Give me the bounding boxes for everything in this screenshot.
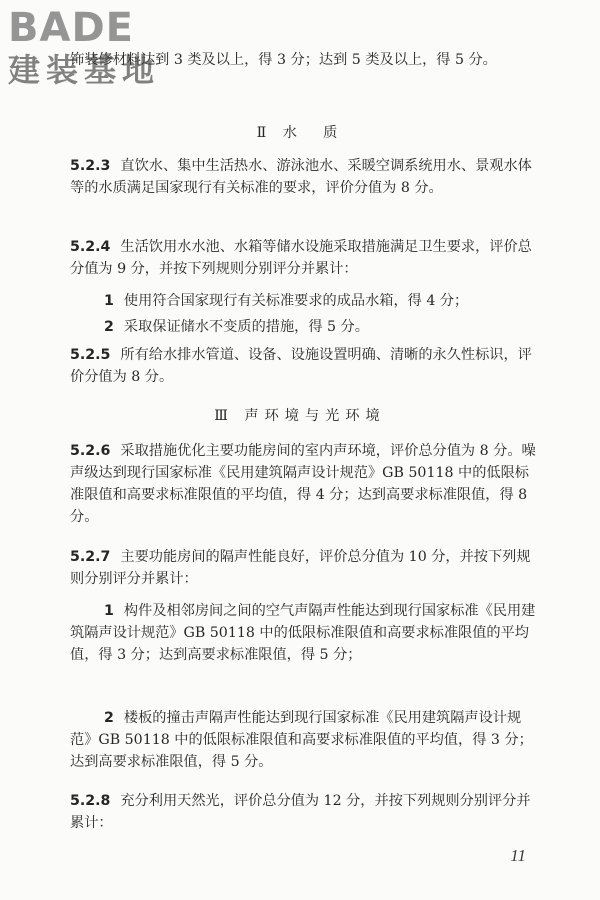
- clause-text: 主要功能房间的隔声性能良好，评价总分值为 10 分，并按下列规则分别评分并累计：: [70, 549, 531, 587]
- logo-latin-text: BADE: [8, 5, 134, 51]
- item-number: 1: [104, 603, 114, 619]
- clause-5-2-3: [70, 155, 540, 199]
- clause-text: 生活饮用水水池、水箱等储水设施采取措施满足卫生要求，评价总分值为 9 分，并按下列规则分别评分并累计：: [70, 239, 532, 277]
- item-text: 采取保证储水不变质的措施，得 5 分。: [123, 319, 369, 335]
- item-number: 1: [104, 293, 114, 309]
- clause-5-2-5: [70, 344, 540, 388]
- clause-5-2-8: [70, 790, 540, 834]
- clause-number: 5.2.7: [70, 549, 111, 565]
- clause-text: 所有给水排水管道、设备、设施设置明确、清晰的永久性标识，评价分值为 8 分。: [70, 347, 532, 385]
- clause-number: 5.2.6: [70, 443, 111, 459]
- clause-5-2-7-item-2: [70, 707, 540, 773]
- page-number: 11: [510, 846, 526, 865]
- clause-5-2-6: [70, 440, 540, 528]
- clause-text: 充分利用天然光，评价总分值为 12 分，并按下列规则分别评分并累计：: [70, 793, 531, 831]
- item-text: 楼板的撞击声隔声性能达到现行国家标准《民用建筑隔声设计规范》GB 50118 中的低限标准限值和高要求标准限值的平均值，得 3 分；达到高要求标准限值，得 5 分。: [70, 710, 533, 770]
- clause-5-2-7-item-1: [70, 600, 540, 666]
- clause-5-2-4: [70, 236, 540, 280]
- clause-text: 采取措施优化主要功能房间的室内声环境，评价总分值为 8 分。噪声级达到现行国家标准《民用建筑隔声设计规范》GB 50118 中的低限标准限值和高要求标准限值的平均值，得 4 分；达到高要求标准限值，得 8 分。: [70, 443, 536, 525]
- clause-number: 5.2.3: [70, 158, 111, 174]
- item-number: 2: [104, 319, 114, 335]
- section-heading-sound-light: Ⅲ 声环境与光环境: [214, 408, 386, 424]
- section-heading-water-quality: Ⅱ 水 质: [256, 125, 344, 141]
- clause-5-2-4-item-1: [70, 290, 540, 312]
- item-text: 使用符合国家现行有关标准要求的成品水箱，得 4 分；: [123, 293, 469, 309]
- logo-cjk-text: 建装基地: [8, 51, 161, 89]
- clause-number: 5.2.8: [70, 793, 111, 809]
- clause-number: 5.2.5: [70, 347, 111, 363]
- clause-number: 5.2.4: [70, 239, 111, 255]
- item-number: 2: [104, 710, 114, 726]
- continuation-paragraph: 饰装修材料达到 3 类及以上，得 3 分；达到 5 类及以上，得 5 分。: [70, 52, 497, 68]
- item-text: 构件及相邻房间之间的空气声隔声性能达到现行国家标准《民用建筑隔声设计规范》GB 50118 中的低限标准限值和高要求标准限值的平均值，得 3 分；达到高要求标准限值，得 5 分；: [70, 603, 536, 663]
- clause-5-2-7: [70, 546, 540, 590]
- clause-5-2-4-item-2: [70, 316, 540, 338]
- clause-text: 直饮水、集中生活热水、游泳池水、采暖空调系统用水、景观水体等的水质满足国家现行有关标准的要求，评价分值为 8 分。: [70, 158, 532, 196]
